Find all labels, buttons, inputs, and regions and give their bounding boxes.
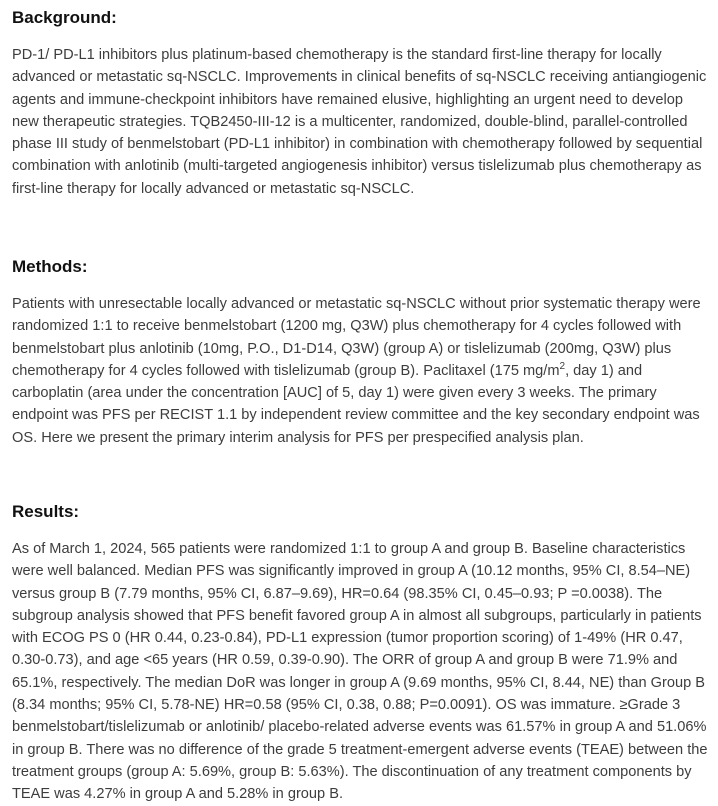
results-heading: Results:	[12, 502, 80, 521]
results-section	[12, 500, 710, 806]
methods-superscript: 2	[559, 360, 566, 372]
background-section	[12, 6, 710, 200]
background-text: PD-1/ PD-L1 inhibitors plus platinum-based chemotherapy is the standard first-line therapy for locally advanced or metastatic sq-NSCLC. Improvements in clinical benefits of sq-NSCLC receiving antiangiogenic agents and immune-checkpoint inhibitors have remained elusive, highlighting an urgent need to develop new therapeutic strategies. TQB2450-III-12 is a multicenter, randomized, double-blind, parallel-controlled phase III study of benmelstobart (PD-L1 inhibitor) in combination with chemotherapy followed by sequential combination with anlotinib (multi-targeted angiogenesis inhibitor) versus tislelizumab plus chemotherapy as first-line therapy for locally advanced or metastatic sq-NSCLC.	[12, 47, 707, 197]
background-heading: Background:	[12, 8, 117, 27]
methods-text-part1: Patients with unresectable locally advanced or metastatic sq-NSCLC without prior systematic therapy were randomized 1:1 to receive benmelstobart (1200 mg, Q3W) plus chemotherapy for 4 cycles followed with benmelstobart plus anlotinib (10mg, P.O., D1-D14, Q3W) (group A) or tislelizumab (200mg, Q3W) plus chemotherapy for 4 cycles followed with tislelizumab (group B). Paclitaxel (175 mg/m	[12, 296, 701, 379]
methods-text	[12, 293, 710, 449]
methods-heading: Methods:	[12, 257, 88, 276]
results-text: As of March 1, 2024, 565 patients were randomized 1:1 to group A and group B. Baseline characteristics were well balanced. Median PFS was significantly improved in group A (10.12 months, 95% CI, 8.54–NE) versus group B (7.79 months, 95% CI, 6.87–9.69), HR=0.64 (98.35% CI, 0.45–0.93; P =0.0038). The subgroup analysis showed that PFS benefit favored group A in almost all subgroups, particularly in patients with ECOG PS 0 (HR 0.44, 0.23-0.84), PD-L1 expression (tumor proportion scoring) of 1-49% (HR 0.47, 0.30-0.73), and age <65 years (HR 0.59, 0.39-0.90). The ORR of group A and group B were 71.9% and 65.1%, respectively. The median DoR was longer in group A (9.69 months, 95% CI, 8.44, NE) than Group B (8.34 months; 95% CI, 5.78-NE) HR=0.58 (95% CI, 0.38, 0.88; P=0.0091). OS was immature. ≥Grade 3 benmelstobart/tislelizumab or anlotinib/ placebo-related adverse events was 61.57% in group A and 51.06% in group B. There was no difference of the grade 5 treatment-emergent adverse events (TEAE) between the treatment groups (group A: 5.69%, group B: 5.63%). The discontinuation of any treatment components by TEAE was 4.27% in group A and 5.28% in group B.	[12, 541, 708, 803]
methods-text-part2: , day 1) and carboplatin (area under the concentration [AUC] of 5, day 1) were given every 3 weeks. The primary endpoint was PFS per RECIST 1.1 by independent review committee and the key secondary endpoint was OS. Here we present the primary interim analysis for PFS per prespecified analysis plan.	[12, 362, 700, 446]
methods-section	[12, 255, 710, 449]
